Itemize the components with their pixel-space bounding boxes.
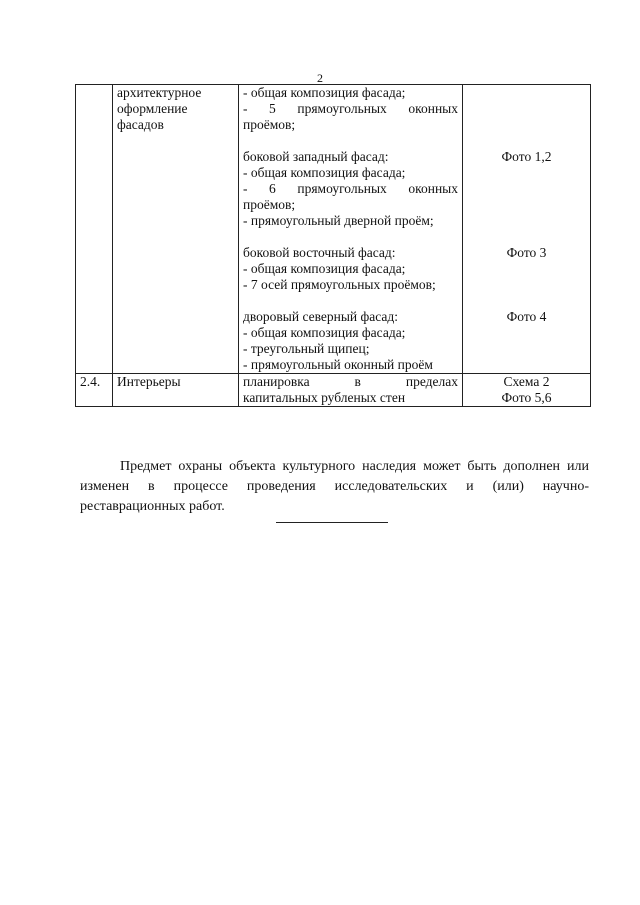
photo-spacer (467, 101, 586, 117)
description-line: - 5 прямоугольных оконных (243, 101, 458, 116)
description-line: - общая композиция фасада; (243, 85, 406, 100)
photo-reference: Схема 2 (503, 374, 550, 389)
table-row (76, 374, 591, 407)
note-line: Предмет охраны объекта культурного наследия может быть дополнен или (120, 459, 589, 474)
description-line: проёмов; (243, 197, 296, 212)
photo-spacer (467, 341, 586, 357)
description-line: капитальных рубленых стен (243, 390, 406, 405)
page-number: 2 (317, 71, 323, 85)
subject-line: архитектурное (117, 85, 202, 100)
photo-spacer (467, 213, 586, 229)
description-cell (239, 85, 463, 374)
subject-line: фасадов (117, 117, 164, 132)
description-line: - 7 осей прямоугольных проёмов; (243, 277, 436, 292)
subject-cell (113, 85, 239, 374)
facade-description-group (243, 149, 458, 229)
photo-reference: Фото 4 (506, 309, 547, 324)
facade-description-group (243, 85, 458, 133)
description-cell (239, 374, 463, 407)
description-line: - треугольный щипец; (243, 341, 370, 356)
photo-reference-group (467, 149, 586, 229)
photo-reference: Фото 5,6 (501, 390, 552, 405)
note-line: изменен в процессе проведения исследовательских и (или) научно- (80, 479, 589, 494)
subject-cell: Интерьеры (113, 374, 239, 407)
description-line: - общая композиция фасада; (243, 325, 406, 340)
photo-reference-group (467, 85, 586, 133)
table-row (76, 85, 591, 374)
photo-spacer (467, 165, 586, 181)
description-line: боковой восточный фасад: (243, 245, 396, 260)
photo-spacer (467, 277, 586, 293)
photo-reference-group (467, 309, 586, 373)
description-line: боковой западный фасад: (243, 149, 389, 164)
photo-reference-cell (463, 85, 591, 374)
photo-spacer (467, 117, 586, 133)
row-number-cell (76, 85, 113, 374)
end-divider (276, 522, 388, 523)
photo-spacer (467, 325, 586, 341)
facade-description-group (243, 245, 458, 293)
photo-spacer (467, 85, 586, 101)
note-line: реставрационных работ. (80, 499, 225, 514)
description-line: проёмов; (243, 117, 296, 132)
photo-reference: Фото 1,2 (501, 149, 552, 164)
photo-spacer (467, 357, 586, 373)
description-line: - прямоугольный дверной проём; (243, 213, 434, 228)
description-line: - общая композиция фасада; (243, 261, 406, 276)
amendment-note (80, 457, 589, 517)
photo-reference-group (467, 245, 586, 293)
description-line: - 6 прямоугольных оконных (243, 181, 458, 196)
description-line: - общая композиция фасада; (243, 165, 406, 180)
facade-description-group (243, 309, 458, 373)
photo-spacer (467, 197, 586, 213)
description-line: дворовый северный фасад: (243, 309, 399, 324)
subject-line: оформление (117, 101, 188, 116)
description-line: планировка в пределах (243, 374, 458, 389)
photo-reference-cell (463, 374, 591, 407)
photo-spacer (467, 181, 586, 197)
photo-reference: Фото 3 (506, 245, 547, 260)
protection-subject-table (75, 84, 591, 407)
description-line: - прямоугольный оконный проём (243, 357, 433, 372)
row-number-cell: 2.4. (76, 374, 113, 407)
photo-spacer (467, 261, 586, 277)
